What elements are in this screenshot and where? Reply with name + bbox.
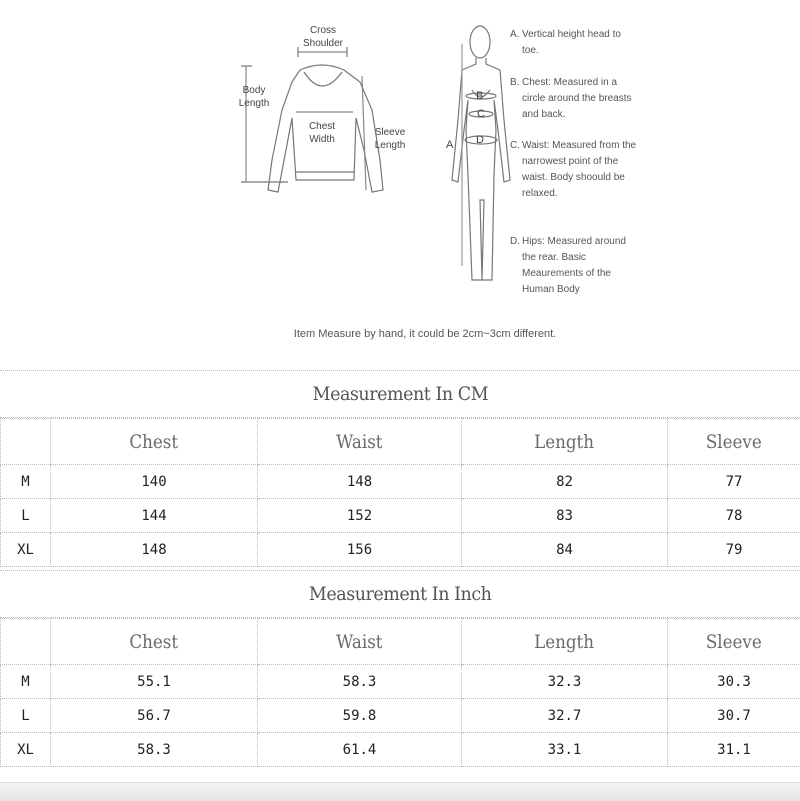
header-chest: Chest [51,419,258,465]
inch-size-table [0,618,800,767]
inch-measurement-section [0,570,800,767]
inch-table-title-row [0,570,800,618]
size-cell: XL [1,533,51,567]
header-length: Length [462,619,668,665]
table-row [1,733,800,767]
sleeve-cell: 30.3 [668,665,800,699]
chest-cell: 144 [51,499,258,533]
header-sleeve: Sleeve [668,419,800,465]
length-cell: 32.7 [462,699,668,733]
marker-d: D [476,134,484,147]
chest-cell: 148 [51,533,258,567]
sleeve-cell: 77 [668,465,800,499]
waist-cell: 152 [258,499,462,533]
measurement-diagram [0,0,800,360]
chest-cell: 56.7 [51,699,258,733]
sleeve-cell: 78 [668,499,800,533]
bottom-border-strip [0,782,800,801]
waist-cell: 58.3 [258,665,462,699]
marker-b: B [476,90,483,103]
chest-cell: 140 [51,465,258,499]
header-sleeve: Sleeve [668,619,800,665]
disclaimer-text: Item Measure by hand, it could be 2cm~3cm different. [0,328,800,340]
header-size [1,419,51,465]
inch-table-title: Measurement In Inch [309,583,492,605]
length-cell: 82 [462,465,668,499]
size-cell: M [1,665,51,699]
note-a: A. Vertical height head to toe. [510,27,640,59]
header-waist: Waist [258,419,462,465]
cm-measurement-section [0,370,800,567]
note-c: C. Waist: Measured from the narrowest point of the waist. Body shoould be relaxed. [510,138,640,202]
table-row [1,699,800,733]
chest-width-label: Chest Width [296,120,348,146]
table-row [1,465,800,499]
chest-cell: 58.3 [51,733,258,767]
chest-cell: 55.1 [51,665,258,699]
sweater-sketch [0,0,800,360]
waist-cell: 61.4 [258,733,462,767]
table-row [1,499,800,533]
header-length: Length [462,419,668,465]
length-cell: 33.1 [462,733,668,767]
sleeve-cell: 79 [668,533,800,567]
header-size [1,619,51,665]
waist-cell: 59.8 [258,699,462,733]
table-header-row [1,419,800,465]
waist-cell: 148 [258,465,462,499]
cm-table-title-row [0,370,800,418]
marker-c: C [477,108,485,121]
cm-table-title: Measurement In CM [312,383,488,405]
length-cell: 84 [462,533,668,567]
size-cell: M [1,465,51,499]
note-b: B. Chest: Measured in a circle around the breasts and back. [510,75,640,123]
sleeve-cell: 31.1 [668,733,800,767]
table-header-row [1,619,800,665]
body-length-label: Body Length [232,84,276,110]
size-cell: L [1,499,51,533]
waist-cell: 156 [258,533,462,567]
header-chest: Chest [51,619,258,665]
table-row [1,665,800,699]
marker-a: A [446,139,453,152]
sleeve-length-label: Sleeve Length [366,126,414,152]
length-cell: 83 [462,499,668,533]
note-d: D. Hips: Measured around the rear. Basic Meaurements of the Human Body [510,234,640,298]
size-cell: L [1,699,51,733]
length-cell: 32.3 [462,665,668,699]
cm-size-table [0,418,800,567]
size-cell: XL [1,733,51,767]
cross-shoulder-label: Cross Shoulder [293,24,353,50]
table-row [1,533,800,567]
sleeve-cell: 30.7 [668,699,800,733]
header-waist: Waist [258,619,462,665]
